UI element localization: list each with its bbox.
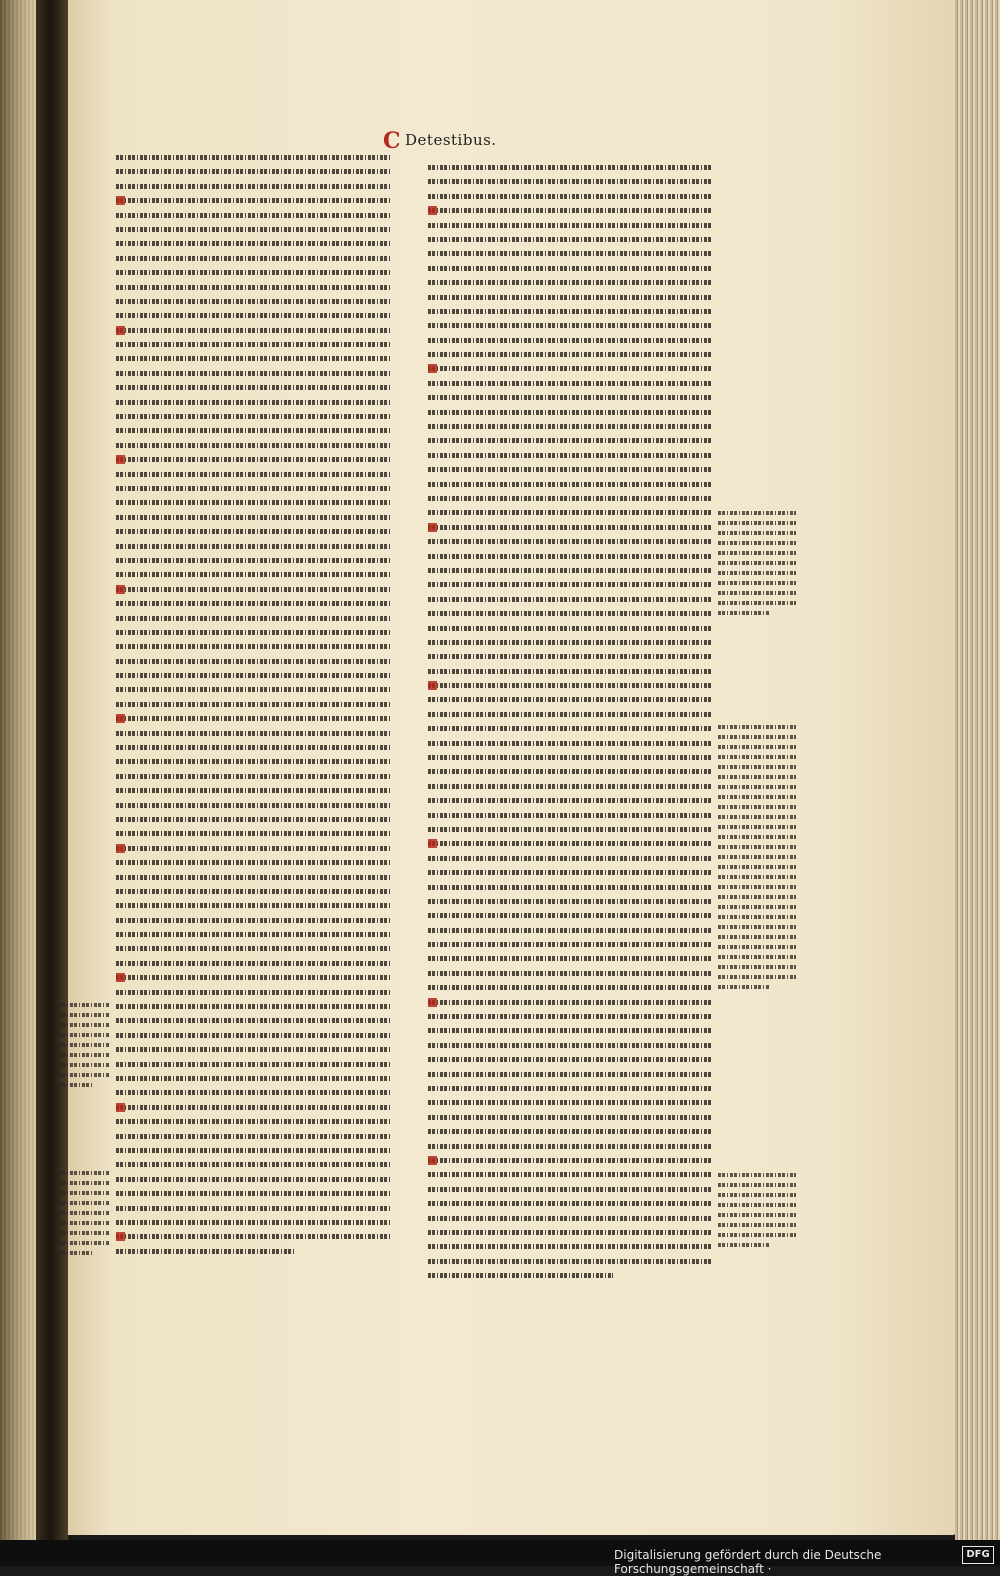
text-line (116, 351, 391, 365)
text-line (116, 150, 391, 164)
marginal-gloss-citatio (58, 1168, 110, 1258)
text-line (116, 1114, 391, 1128)
text-line (116, 783, 391, 797)
text-line (58, 1030, 110, 1040)
text-line (428, 577, 713, 591)
text-line (116, 1186, 391, 1200)
text-line (718, 762, 796, 772)
text-line (428, 764, 713, 778)
text-line (428, 1110, 713, 1124)
gloss-lines (718, 508, 796, 618)
text-line (116, 898, 391, 912)
text-line (718, 812, 796, 822)
column-right-lines (428, 160, 713, 1282)
text-line (428, 1038, 713, 1052)
text-line (116, 423, 391, 437)
text-line (116, 495, 391, 509)
gloss-lines (58, 1000, 110, 1090)
text-line (718, 588, 796, 598)
text-line (428, 721, 713, 735)
text-line (116, 1013, 391, 1027)
text-line (428, 261, 713, 275)
text-line (116, 754, 391, 768)
text-line (428, 1268, 713, 1282)
text-line (58, 1208, 110, 1218)
marginal-gloss-testes (58, 1000, 110, 1090)
text-line (428, 549, 713, 563)
text-line (718, 752, 796, 762)
text-line (428, 980, 713, 994)
text-line (116, 999, 391, 1013)
text-line (428, 534, 713, 548)
text-line (116, 654, 391, 668)
text-line (428, 290, 713, 304)
text-line (116, 726, 391, 740)
text-line (58, 1000, 110, 1010)
text-line (428, 419, 713, 433)
text-line (116, 308, 391, 322)
text-line (428, 1139, 713, 1153)
text-line (428, 304, 713, 318)
text-line (116, 855, 391, 869)
text-line (116, 294, 391, 308)
text-line (428, 966, 713, 980)
text-line (428, 1153, 713, 1167)
text-line (428, 505, 713, 519)
text-line (58, 1238, 110, 1248)
text-line (718, 792, 796, 802)
text-line (428, 1239, 713, 1253)
text-line (428, 1196, 713, 1210)
text-line (428, 908, 713, 922)
text-line (428, 275, 713, 289)
gloss-lines (58, 1168, 110, 1258)
footer-credit: Digitalisierung gefördert durch die Deutsche Forschungsgemeinschaft · (614, 1548, 882, 1576)
text-line (428, 836, 713, 850)
text-line (718, 772, 796, 782)
text-line (116, 798, 391, 812)
text-line (116, 740, 391, 754)
text-line (718, 822, 796, 832)
text-line (428, 808, 713, 822)
text-line (718, 1240, 796, 1250)
text-line (428, 1095, 713, 1109)
text-line (116, 1129, 391, 1143)
text-line (116, 1229, 391, 1243)
text-line (718, 578, 796, 588)
text-line (718, 782, 796, 792)
text-line (116, 1143, 391, 1157)
text-line (116, 1057, 391, 1071)
text-line (116, 697, 391, 711)
text-line (718, 832, 796, 842)
text-line (58, 1218, 110, 1228)
text-line (116, 323, 391, 337)
text-line (718, 882, 796, 892)
text-line (428, 1254, 713, 1268)
text-line (58, 1080, 110, 1090)
text-line (428, 448, 713, 462)
text-line (116, 841, 391, 855)
text-line (428, 649, 713, 663)
text-line (718, 518, 796, 528)
text-line (428, 635, 713, 649)
text-line (116, 409, 391, 423)
text-line (428, 189, 713, 203)
text-line (116, 452, 391, 466)
text-line (116, 438, 391, 452)
text-line (428, 333, 713, 347)
text-line (116, 985, 391, 999)
text-line (428, 246, 713, 260)
text-line (718, 1230, 796, 1240)
text-line (116, 970, 391, 984)
text-line (428, 793, 713, 807)
text-line (58, 1198, 110, 1208)
text-line (428, 894, 713, 908)
marginal-gloss-possideo (718, 722, 796, 992)
text-line (116, 682, 391, 696)
marginal-gloss-recepto (718, 508, 796, 618)
text-line (718, 1210, 796, 1220)
text-line (428, 174, 713, 188)
gloss-lines (718, 722, 796, 992)
text-line (428, 1225, 713, 1239)
text-line (718, 962, 796, 972)
text-line (428, 347, 713, 361)
text-line (116, 769, 391, 783)
text-line (718, 558, 796, 568)
text-line (116, 567, 391, 581)
text-line (718, 568, 796, 578)
text-line (428, 750, 713, 764)
text-line (116, 596, 391, 610)
text-line (116, 380, 391, 394)
text-line (116, 1172, 391, 1186)
text-line (428, 865, 713, 879)
book-gutter (36, 0, 68, 1566)
text-line (116, 251, 391, 265)
text-line (718, 1180, 796, 1190)
text-line (718, 1170, 796, 1180)
text-line (116, 582, 391, 596)
text-line (718, 508, 796, 518)
text-line (116, 870, 391, 884)
text-line (428, 592, 713, 606)
dfg-logo: DFG (962, 1546, 994, 1564)
text-line (428, 937, 713, 951)
text-line (428, 1124, 713, 1138)
text-line (428, 1211, 713, 1225)
text-line (116, 927, 391, 941)
running-head-text: Detestibus. (405, 131, 497, 149)
text-line (116, 884, 391, 898)
text-line (58, 1178, 110, 1188)
text-line (718, 852, 796, 862)
text-line (428, 361, 713, 375)
text-line (116, 280, 391, 294)
text-line (428, 563, 713, 577)
text-line (116, 625, 391, 639)
gloss-lines (718, 1170, 796, 1250)
text-line (428, 1067, 713, 1081)
text-line (718, 942, 796, 952)
text-line (428, 1009, 713, 1023)
text-line (58, 1188, 110, 1198)
text-line (428, 1052, 713, 1066)
text-line (718, 892, 796, 902)
text-line (428, 1167, 713, 1181)
text-line (116, 510, 391, 524)
text-line (428, 822, 713, 836)
text-line (116, 1244, 391, 1258)
text-line (116, 913, 391, 927)
text-line (116, 1215, 391, 1229)
text-line (428, 779, 713, 793)
text-line (718, 802, 796, 812)
text-line (718, 902, 796, 912)
text-line (428, 491, 713, 505)
text-line (58, 1010, 110, 1020)
text-line (428, 606, 713, 620)
text-line (58, 1050, 110, 1060)
text-line (718, 742, 796, 752)
text-line (116, 1071, 391, 1085)
text-line (116, 553, 391, 567)
rubricated-initial: C (383, 128, 402, 154)
text-line (428, 160, 713, 174)
page-fore-edge (955, 0, 1000, 1540)
text-line (428, 318, 713, 332)
text-line (718, 982, 796, 992)
text-line (116, 711, 391, 725)
text-line (428, 376, 713, 390)
text-line (116, 366, 391, 380)
text-line (718, 538, 796, 548)
text-line (116, 826, 391, 840)
text-line (718, 872, 796, 882)
text-line (116, 1157, 391, 1171)
text-line (718, 722, 796, 732)
text-line (58, 1060, 110, 1070)
text-line (428, 1081, 713, 1095)
text-line (428, 405, 713, 419)
text-line (428, 678, 713, 692)
text-line (116, 265, 391, 279)
text-line (718, 1190, 796, 1200)
text-line (428, 520, 713, 534)
text-column-right (428, 160, 713, 1300)
text-line (428, 203, 713, 217)
text-line (718, 598, 796, 608)
text-line (718, 608, 796, 618)
text-line (428, 621, 713, 635)
text-line (428, 880, 713, 894)
text-line (428, 433, 713, 447)
text-line (116, 1100, 391, 1114)
text-line (116, 208, 391, 222)
text-column-left (116, 150, 391, 1270)
text-line (718, 922, 796, 932)
text-line (718, 1220, 796, 1230)
text-line (116, 467, 391, 481)
text-line (428, 664, 713, 678)
text-line (58, 1168, 110, 1178)
text-line (116, 1028, 391, 1042)
text-line (718, 932, 796, 942)
text-line (428, 218, 713, 232)
text-line (116, 236, 391, 250)
text-line (718, 732, 796, 742)
text-line (428, 462, 713, 476)
text-line (428, 851, 713, 865)
text-line (116, 668, 391, 682)
text-line (428, 477, 713, 491)
text-line (116, 524, 391, 538)
text-line (428, 736, 713, 750)
text-line (428, 995, 713, 1009)
text-line (116, 812, 391, 826)
text-line (428, 692, 713, 706)
text-line (116, 941, 391, 955)
text-line (116, 179, 391, 193)
text-line (718, 952, 796, 962)
text-line (718, 862, 796, 872)
text-line (428, 707, 713, 721)
text-line (428, 923, 713, 937)
text-line (116, 222, 391, 236)
text-line (58, 1070, 110, 1080)
text-line (428, 1023, 713, 1037)
text-line (116, 639, 391, 653)
text-line (58, 1020, 110, 1030)
text-line (116, 1201, 391, 1215)
text-line (58, 1228, 110, 1238)
text-line (116, 395, 391, 409)
text-line (116, 193, 391, 207)
text-line (718, 1200, 796, 1210)
text-line (58, 1248, 110, 1258)
running-head (383, 128, 497, 154)
text-line (428, 390, 713, 404)
text-line (428, 232, 713, 246)
text-line (116, 1042, 391, 1056)
text-line (428, 951, 713, 965)
text-line (428, 1182, 713, 1196)
text-line (718, 528, 796, 538)
text-line (718, 912, 796, 922)
text-line (116, 164, 391, 178)
text-line (718, 972, 796, 982)
text-line (116, 539, 391, 553)
text-line (116, 481, 391, 495)
marginal-gloss-publicari (718, 1170, 796, 1250)
column-left-lines (116, 150, 391, 1258)
text-line (58, 1040, 110, 1050)
text-line (116, 956, 391, 970)
text-line (116, 611, 391, 625)
text-line (718, 548, 796, 558)
text-line (718, 842, 796, 852)
text-line (116, 1085, 391, 1099)
text-line (116, 337, 391, 351)
